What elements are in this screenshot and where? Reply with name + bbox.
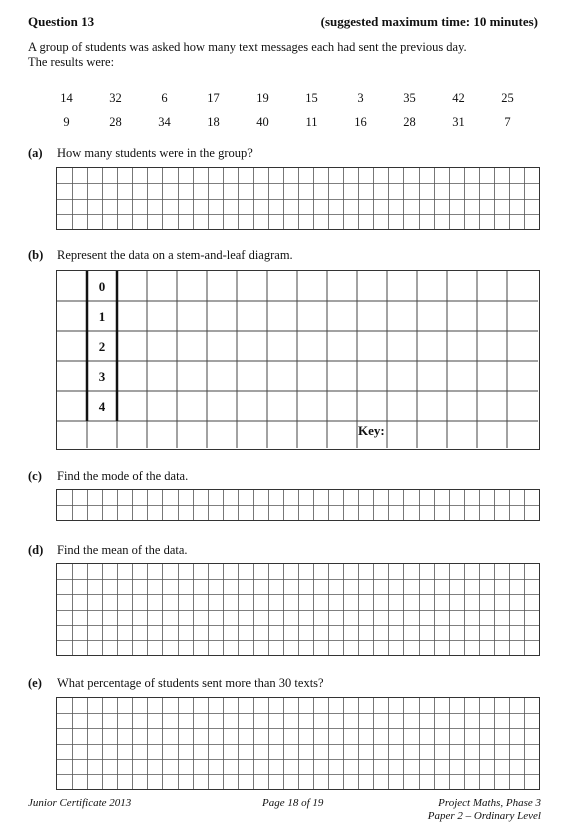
intro-line-1: A group of students was asked how many text messages each had sent the previous day. xyxy=(28,40,467,54)
result-value: 11 xyxy=(305,114,318,129)
part-e-label: (e) xyxy=(28,676,42,690)
intro-line-2: The results were: xyxy=(28,55,115,69)
result-value: 17 xyxy=(207,90,220,105)
suggested-time: (suggested maximum time: 10 minutes) xyxy=(320,14,538,29)
result-value: 7 xyxy=(504,114,511,129)
result-value: 9 xyxy=(63,114,70,129)
stem-3: 3 xyxy=(98,369,106,384)
footer-page-number: Page 18 of 19 xyxy=(262,797,324,809)
footer-paper-info xyxy=(428,797,541,823)
stem-2: 2 xyxy=(98,339,106,354)
grid-lines xyxy=(57,490,539,520)
question-intro xyxy=(28,40,528,70)
part-e-answer-grid[interactable] xyxy=(56,697,540,790)
grid-lines xyxy=(57,168,539,229)
footer-exam-name: Junior Certificate 2013 xyxy=(28,797,132,809)
result-value: 3 xyxy=(357,90,364,105)
part-d-label: (d) xyxy=(28,543,44,557)
part-c-label: (c) xyxy=(28,469,42,483)
result-value: 40 xyxy=(256,114,269,129)
grid-lines xyxy=(57,698,539,789)
stem-leaf-grid-lines xyxy=(57,271,538,448)
part-e-text: What percentage of students sent more than 30 texts? xyxy=(57,676,324,690)
part-a-label: (a) xyxy=(28,146,43,160)
results-row-2 xyxy=(42,110,532,134)
stem-0: 0 xyxy=(98,279,106,294)
key-label: Key: xyxy=(358,423,385,438)
result-value: 14 xyxy=(60,90,73,105)
part-c-answer-grid[interactable] xyxy=(56,489,540,521)
footer-paper-line-2: Paper 2 – Ordinary Level xyxy=(427,810,541,822)
part-c-text: Find the mode of the data. xyxy=(57,469,189,483)
question-title: Question 13 xyxy=(28,14,95,29)
result-value: 15 xyxy=(305,90,318,105)
result-value: 28 xyxy=(403,114,416,129)
footer-paper-line-1: Project Maths, Phase 3 xyxy=(438,797,541,809)
part-b-label: (b) xyxy=(28,248,44,262)
part-a-text: How many students were in the group? xyxy=(57,146,253,160)
stem-leaf-diagram[interactable] xyxy=(56,270,540,450)
result-value: 25 xyxy=(501,90,514,105)
stem-4: 4 xyxy=(98,399,106,414)
stem-1: 1 xyxy=(98,309,106,324)
result-value: 16 xyxy=(354,114,367,129)
result-value: 42 xyxy=(452,90,465,105)
result-value: 31 xyxy=(452,114,465,129)
result-value: 34 xyxy=(158,114,171,129)
part-b-text: Represent the data on a stem-and-leaf diagram. xyxy=(57,248,293,262)
part-d-text: Find the mean of the data. xyxy=(57,543,188,557)
grid-lines xyxy=(57,564,539,655)
results-table xyxy=(42,86,532,134)
result-value: 6 xyxy=(161,90,168,105)
part-d-answer-grid[interactable] xyxy=(56,563,540,656)
result-value: 19 xyxy=(256,90,269,105)
part-a-answer-grid[interactable] xyxy=(56,167,540,230)
result-value: 28 xyxy=(109,114,122,129)
results-row-1 xyxy=(42,86,532,110)
result-value: 18 xyxy=(207,114,220,129)
result-value: 32 xyxy=(109,90,122,105)
result-value: 35 xyxy=(403,90,416,105)
